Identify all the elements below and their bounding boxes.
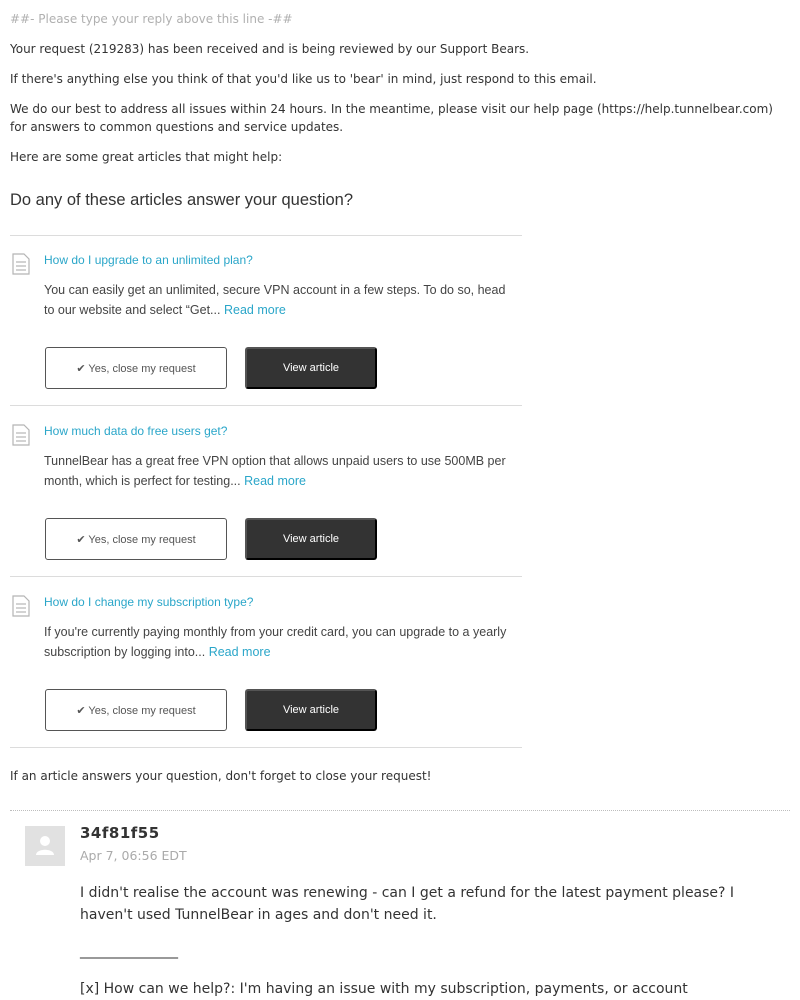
document-icon — [12, 253, 30, 275]
article-description: TunnelBear has a great free VPN option that allows unpaid users to use 500MB per month, which is perfect for testing... Read more — [44, 454, 506, 488]
comment-field: [x] How can we help?: I'm having an issue with my subscription, payments, or account — [80, 981, 688, 997]
help-page-text: We do our best to address all issues within 24 hours. In the meantime, please visit our help page (https://help.tunnelbear.com) for answers to common questions and service updates. — [10, 102, 773, 134]
close-request-button[interactable]: ✔ Yes, close my request — [45, 347, 227, 389]
close-request-button[interactable]: ✔ Yes, close my request — [45, 689, 227, 731]
avatar — [25, 826, 65, 866]
read-more-link[interactable]: Read more — [223, 303, 286, 317]
comment-date: Apr 7, 06:56 EDT — [80, 848, 187, 863]
article-card — [10, 577, 522, 747]
view-article-button[interactable]: View article — [245, 518, 377, 560]
articles-intro-text: Here are some great articles that might help: — [10, 150, 283, 164]
article-title-link[interactable]: How do I upgrade to an unlimited plan? — [44, 253, 253, 267]
read-more-link[interactable]: Read more — [244, 474, 306, 488]
anything-else-text: If there's anything else you think of that you'd like us to 'bear' in mind, just respond to this email. — [10, 72, 597, 86]
article-title-link[interactable]: How do I change my subscription type? — [44, 595, 254, 609]
article-title-link[interactable]: How much data do free users get? — [44, 424, 228, 438]
close-request-button[interactable]: ✔ Yes, close my request — [45, 518, 227, 560]
reply-above-line: ##- Please type your reply above this line -## — [10, 12, 293, 26]
article-description: You can easily get an unlimited, secure VPN account in a few steps. To do so, head to our website and select “Get... Read more — [44, 283, 506, 317]
close-reminder-text: If an article answers your question, don't forget to close your request! — [10, 769, 432, 783]
view-article-button[interactable]: View article — [245, 689, 377, 731]
article-card — [10, 406, 522, 576]
user-silhouette-icon — [25, 826, 65, 866]
read-more-link[interactable]: Read more — [208, 645, 271, 659]
divider — [10, 747, 522, 748]
document-icon — [12, 595, 30, 617]
comment-author: 34f81f55 — [80, 824, 160, 842]
article-card — [10, 235, 522, 405]
comment-separator: ______________ — [80, 943, 178, 959]
document-icon — [12, 424, 30, 446]
request-received-text: Your request (219283) has been received and is being reviewed by our Support Bears. — [10, 42, 530, 56]
section-title: Do any of these articles answer your question? — [10, 191, 354, 209]
comment-body: I didn't realise the account was renewing - can I get a refund for the latest payment please? I haven't used TunnelBear in ages and don't need it. — [80, 885, 735, 923]
article-description: If you're currently paying monthly from your credit card, you can upgrade to a yearly subscription by logging into... Read more — [44, 625, 507, 659]
view-article-button[interactable]: View article — [245, 347, 377, 389]
dotted-divider — [10, 810, 790, 811]
